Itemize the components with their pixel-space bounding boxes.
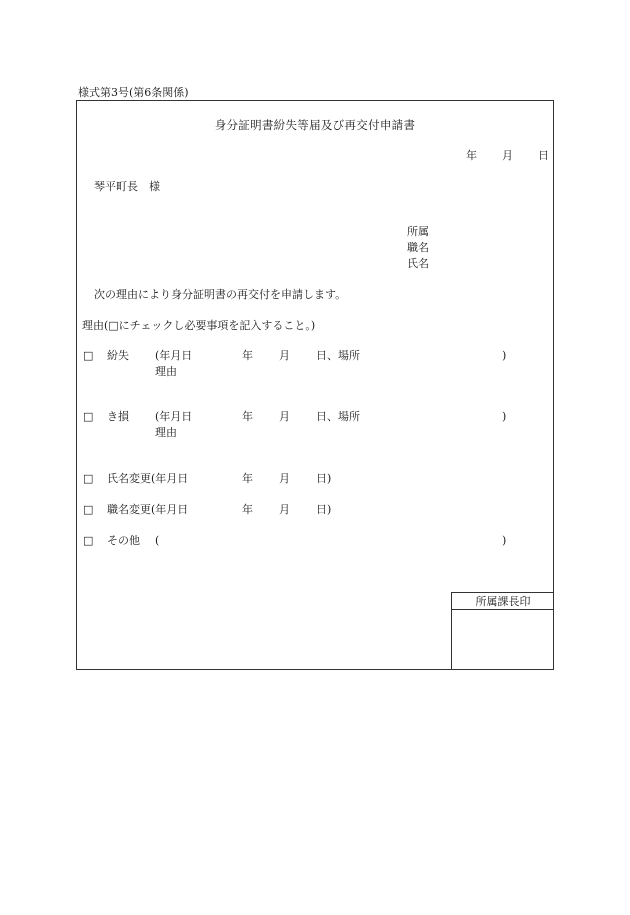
other-checkbox[interactable]: □	[83, 534, 94, 547]
date-month-label: 月	[502, 149, 513, 162]
stamp-divider	[452, 609, 554, 610]
damaged-date-open: (年月日	[155, 410, 193, 423]
other-open-paren: (	[155, 534, 160, 547]
damaged-label: き損	[107, 410, 129, 423]
request-sentence: 次の理由により身分証明書の再交付を申請します。	[94, 288, 347, 301]
name-change-year-label: 年	[242, 472, 253, 485]
lost-year-label: 年	[242, 349, 253, 362]
lost-label: 紛失	[107, 349, 129, 362]
name-change-month-label: 月	[279, 472, 290, 485]
position-change-day-label: 日)	[316, 503, 332, 516]
name-change-checkbox[interactable]: □	[83, 472, 94, 485]
lost-close-paren: )	[502, 349, 507, 362]
applicant-affiliation-label: 所属	[407, 225, 429, 238]
damaged-year-label: 年	[242, 410, 253, 423]
lost-month-label: 月	[279, 349, 290, 362]
stamp-label: 所属課長印	[475, 595, 531, 608]
position-change-month-label: 月	[279, 503, 290, 516]
reason-instruction: 理由(□にチェックし必要事項を記入すること。)	[82, 319, 316, 332]
other-close-paren: )	[502, 534, 507, 547]
name-change-day-label: 日)	[316, 472, 332, 485]
addressee: 琴平町長 様	[94, 180, 160, 193]
form-number: 様式第3号(第6条関係)	[78, 86, 189, 99]
name-change-label: 氏名変更(年月日	[107, 472, 189, 485]
lost-reason-label: 理由	[155, 365, 177, 378]
document-title: 身分証明書紛失等届及び再交付申請書	[214, 118, 416, 132]
position-change-label: 職名変更(年月日	[107, 503, 189, 516]
applicant-position-label: 職名	[407, 241, 429, 254]
lost-day-place-label: 日、場所	[316, 349, 360, 362]
other-label: その他	[107, 534, 140, 547]
date-day-label: 日	[538, 149, 549, 162]
lost-date-open: (年月日	[155, 349, 193, 362]
position-change-checkbox[interactable]: □	[83, 503, 94, 516]
damaged-checkbox[interactable]: □	[83, 410, 94, 423]
damaged-month-label: 月	[279, 410, 290, 423]
position-change-year-label: 年	[242, 503, 253, 516]
date-year-label: 年	[466, 149, 477, 162]
damaged-reason-label: 理由	[155, 426, 177, 439]
stamp-box	[451, 592, 554, 670]
damaged-day-place-label: 日、場所	[316, 410, 360, 423]
lost-checkbox[interactable]: □	[83, 349, 94, 362]
damaged-close-paren: )	[502, 410, 507, 423]
applicant-name-label: 氏名	[407, 257, 429, 270]
